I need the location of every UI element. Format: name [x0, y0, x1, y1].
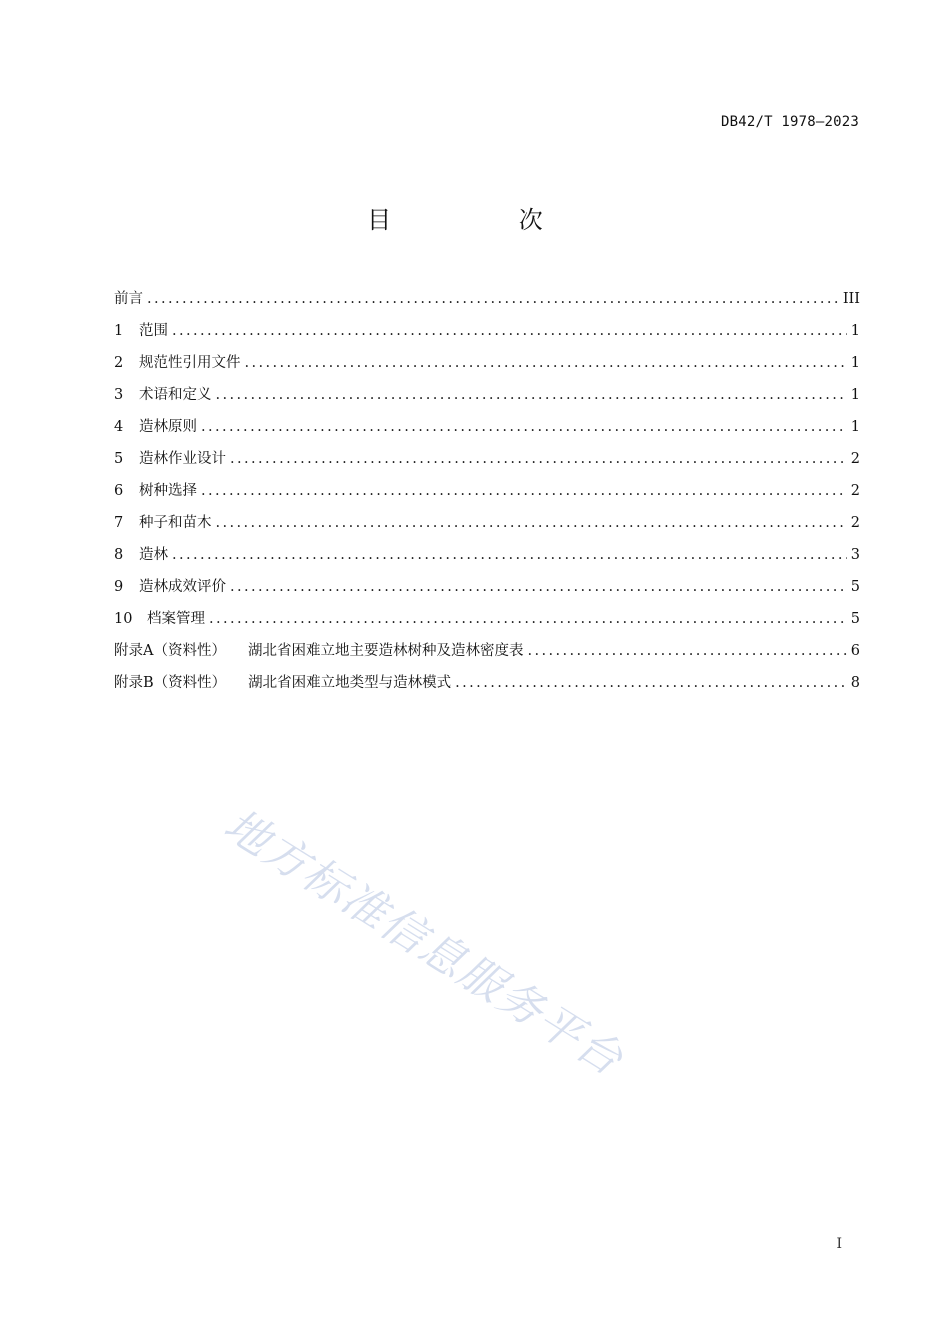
toc-leader-dots [172, 320, 847, 342]
toc-entry-number: 4 [114, 419, 124, 435]
toc-leader-dots [147, 288, 839, 310]
toc-entry-page: 1 [850, 323, 860, 339]
toc-leader-dots [201, 480, 847, 502]
toc-entry-number: 3 [114, 387, 124, 403]
toc-entry-number: 10 [114, 611, 133, 627]
toc-entry-2[interactable] [114, 352, 860, 384]
toc-leader-dots [201, 416, 847, 438]
toc-entry-label: 档案管理 [147, 611, 205, 627]
toc-entry-label: 规范性引用文件 [139, 355, 241, 371]
toc-entry-label: 造林作业设计 [139, 451, 226, 467]
toc-entry-label: 造林 [139, 547, 168, 563]
toc-entry-8[interactable] [114, 544, 860, 576]
toc-entry-7[interactable] [114, 512, 860, 544]
toc-entry-foreword[interactable] [114, 288, 860, 320]
toc-entry-page: 1 [850, 387, 860, 403]
watermark: 地方标准信息服务平台 [215, 799, 633, 1087]
toc-entry-page: 1 [850, 355, 860, 371]
toc-entry-number: 7 [114, 515, 124, 531]
toc-leader-dots [245, 352, 847, 374]
document-code: DB42/T 1978—2023 [720, 114, 859, 130]
toc-entry-page: 2 [850, 515, 860, 531]
toc-entry-10[interactable] [114, 608, 860, 640]
toc-entry-page: 5 [850, 611, 860, 627]
toc-entry-label: 范围 [139, 323, 168, 339]
toc-entry-label: 前言 [114, 291, 143, 307]
toc-entry-page: 5 [850, 579, 860, 595]
toc-entry-label: 树种选择 [139, 483, 197, 499]
toc-entry-number: 6 [114, 483, 124, 499]
toc-entry-9[interactable] [114, 576, 860, 608]
toc-entry-5[interactable] [114, 448, 860, 480]
toc-entry-page: 6 [850, 643, 860, 659]
toc-entry-number: 8 [114, 547, 124, 563]
toc-entry-label: 湖北省困难立地主要造林树种及造林密度表 [247, 643, 524, 659]
toc-leader-dots [216, 384, 847, 406]
toc-entry-number: 9 [114, 579, 124, 595]
toc-leader-dots [216, 512, 847, 534]
toc-leader-dots [230, 576, 847, 598]
toc-leader-dots [209, 608, 847, 630]
toc-annex-id: 附录A（资料性） [114, 643, 226, 659]
page-number: I [836, 1236, 842, 1252]
toc-entry-label: 造林原则 [139, 419, 197, 435]
toc-entry-label: 种子和苗木 [139, 515, 212, 531]
toc-entry-4[interactable] [114, 416, 860, 448]
toc-leader-dots [455, 672, 847, 694]
toc-entry-1[interactable] [114, 320, 860, 352]
toc-leader-dots [172, 544, 847, 566]
toc-entry-page: 3 [850, 547, 860, 563]
toc-entry-6[interactable] [114, 480, 860, 512]
toc-entry-number: 5 [114, 451, 124, 467]
toc-entry-page: III [842, 291, 860, 307]
toc-entry-page: 2 [850, 483, 860, 499]
toc-annex-id: 附录B（资料性） [114, 675, 227, 691]
toc-entry-label: 湖北省困难立地类型与造林模式 [248, 675, 452, 691]
toc-entry-page: 2 [850, 451, 860, 467]
toc-entry-annex-b[interactable] [114, 672, 860, 704]
toc-entry-label: 术语和定义 [139, 387, 212, 403]
toc-entry-number: 1 [114, 323, 124, 339]
toc-leader-dots [527, 640, 846, 662]
toc-leader-dots [230, 448, 847, 470]
table-of-contents [114, 288, 860, 704]
toc-entry-3[interactable] [114, 384, 860, 416]
toc-entry-number: 2 [114, 355, 124, 371]
toc-entry-page: 1 [850, 419, 860, 435]
toc-entry-annex-a[interactable] [114, 640, 860, 672]
toc-entry-label: 造林成效评价 [139, 579, 226, 595]
toc-entry-page: 8 [850, 675, 860, 691]
toc-title: 目 次 [367, 206, 603, 234]
